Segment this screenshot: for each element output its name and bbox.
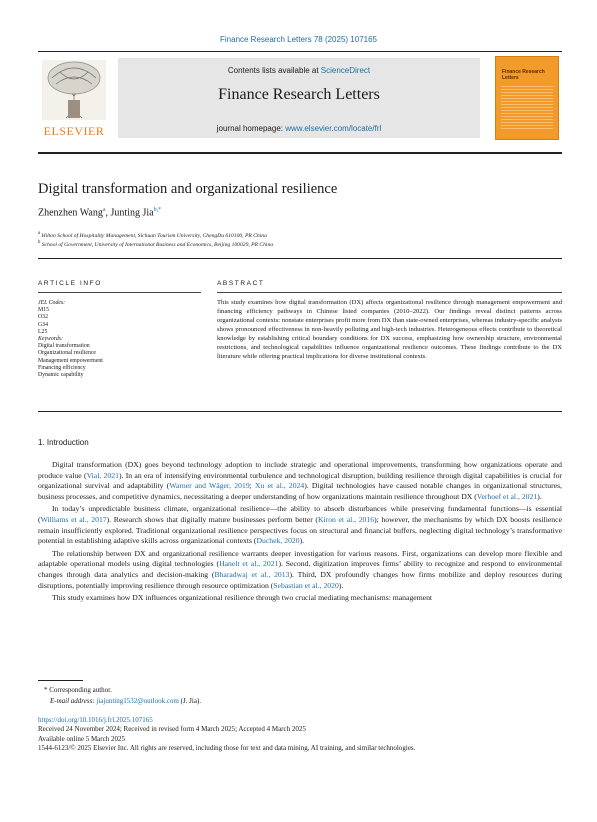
article-footer [38,716,415,753]
keywords-label: Keywords: [38,336,63,343]
section-heading-introduction: 1. Introduction [38,438,89,447]
doi-link[interactable]: https://doi.org/10.1016/j.frl.2025.107165 [38,716,153,724]
jel-code: M15 [38,307,49,314]
citation-link[interactable]: Sebastian et al., 2020 [273,580,339,590]
citation-link[interactable]: Duchek, 2020 [256,536,300,546]
jel-code: G34 [38,321,48,328]
abstract-text: This study examines how digital transformation (DX) affects organizational resilience through management empowerment and financing efficiency pathways in Chinese listed companies (2010–2022). Our findings reveal distinct patterns across organizational contexts: nonstate enterprises profit more from DX than state-owned enterprises, whereas industry-specific analysis shows pronounced effectiveness in non-heavily polluting and high-tech industries. Heterogeneous effects contribute to theoretical knowledge by establishing critical boundary conditions for DX success, emphasizing how ownership structure, environmental restrictions, and technological capabilities influence organizational resilience outcomes. These findings contribute to the DX literature while offering practical implications for diverse institutional contexts. [217,299,562,360]
journal-cover-thumbnail[interactable] [495,56,559,140]
author-list: Zhenzhen Wang$^a$, Junting Jia$^{b,*}$ [38,207,162,219]
top-rule [38,51,562,52]
received-dates: Received 24 November 2024; Received in revised form 4 March 2025; Accepted 4 March 2025 [38,725,306,734]
keyword: Digital transformation [38,343,90,350]
article-title: Digital transformation and organizational resilience [38,181,338,197]
journal-masthead [118,58,480,138]
citation-link[interactable]: Verhoef et al., 2021 [476,491,538,501]
keyword: Management empowerment [38,357,103,364]
journal-header [38,56,562,146]
email-link[interactable]: jiajunting1532@outlook.com [96,697,179,705]
journal-homepage-link[interactable]: www.elsevier.com/locate/frl [285,124,382,133]
homepage-line: journal homepage: www.elsevier.com/locate/frl [216,124,382,133]
affiliation: $^b$ School of Government, University of International Business and Economics, Beijing 100029, PR China [38,240,274,248]
article-info [38,300,103,379]
citation-link[interactable]: Williams et al., 2017 [40,514,107,524]
keyword: Dynamic capability [38,372,84,379]
citation-link[interactable]: Hanelt et al., 2021 [219,559,279,569]
sciencedirect-link[interactable]: ScienceDirect [320,66,371,75]
copyright: 1544-6123/© 2025 Elsevier Inc. All rights are reserved, including those for text and data mining, AI training, and similar technologies. [38,743,416,752]
keyword: Organizational resilience [38,350,96,357]
abstract-heading: ABSTRACT [217,280,265,287]
section-rule [38,258,562,259]
abstract-rule [217,292,562,293]
header-rule [38,152,562,154]
footnote-rule [38,680,83,681]
footnote: * Corresponding author. E-mail address: jiajunting1532@outlook.com (J. Jia). [44,686,202,705]
introduction-body [38,460,562,606]
citation-link[interactable]: Vial, 2021 [86,470,119,480]
paragraph: Digital transformation (DX) goes beyond technology adoption to include strategic and operational improvements, transforming how organizations operate and produce value (Vial, 2021). In an era of intensifying environmental turbulence and technological disruption, building resilience through digital capabilities is crucial for organizational survival and adaptability (Warner and Wäger, 2019; Xu et al., 2024). Digital technologies have caused notable changes in organizational structures, business processes, and competitive dynamics, necessitating a deeper understanding of how organizations maintain resilience throughout DX (Verhoef et al., 2021). [38,460,562,501]
author-name: Zhenzhen Wang [38,207,103,219]
jel-code: L25 [38,328,48,335]
elsevier-wordmark: ELSEVIER [43,124,105,138]
citation-link[interactable]: Warner and Wäger, 2019 [169,481,250,491]
affiliation-marker[interactable]: a [102,207,106,213]
journal-title: Finance Research Letters [218,86,380,103]
contents-line: Contents lists available at ScienceDirect [227,66,371,75]
citation-link[interactable]: Bharadwaj et al., 2013 [214,569,290,579]
paragraph: This study examines how DX influences organizational resilience through two crucial mediating mechanisms: management [52,593,433,603]
jel-code: O32 [38,314,48,321]
keyword: Financing efficiency [38,364,86,371]
abstract-end-rule [38,411,562,412]
jel-label: JEL Codes: [38,300,66,306]
cover-pattern [501,85,553,129]
paragraph: The relationship between DX and organizational resilience warrants deeper investigation for various reasons. First, organizations can develop more flexible and adaptable operational models using digital technologies (Hanelt et al., 2021). Second, digitization improves firms’ ability to recognize and respond to environmental changes through data analytics and decision-making (Bharadwaj et al., 2013). Third, DX profoundly changes how firms mobilize and deploy resources during disruptions, potentially improving resilience through resource optimization (Sebastian et al., 2020). [38,548,563,590]
citation-link[interactable]: Xu et al., 2024 [255,481,305,491]
affiliation: $^a$ Hilton School of Hospitality Management, Sichuan Tourism University, ChengDu 610100, PR China [38,231,267,239]
affiliation-marker[interactable]: b,* [153,207,162,213]
paragraph: In today’s unpredictable business climate, organizational resilience—the ability to absorb disturbances while preserving fundamental functions—is essential (Williams et al., 2017). Research shows that digitally mature businesses perform better (Kiron et al., 2016); however, the mechanisms by which DX boosts resilience remain insufficiently explored. Traditional organizational resilience perspectives focus on structural and financial buffers, neglecting digital technology’s transformative potential in establishing adaptive skills across organizational contexts (Duchek, 2020). [38,504,562,546]
online-date: Available online 5 March 2025 [38,734,125,743]
citation-link[interactable]: Kiron et al., 2016 [317,514,375,524]
cover-title: Finance Research Letters [502,69,545,81]
info-rule [38,292,201,293]
author-name: Junting Jia [110,207,154,219]
journal-reference[interactable]: Finance Research Letters 78 (2025) 107165 [220,35,377,44]
article-info-heading: ARTICLE INFO [38,280,102,287]
